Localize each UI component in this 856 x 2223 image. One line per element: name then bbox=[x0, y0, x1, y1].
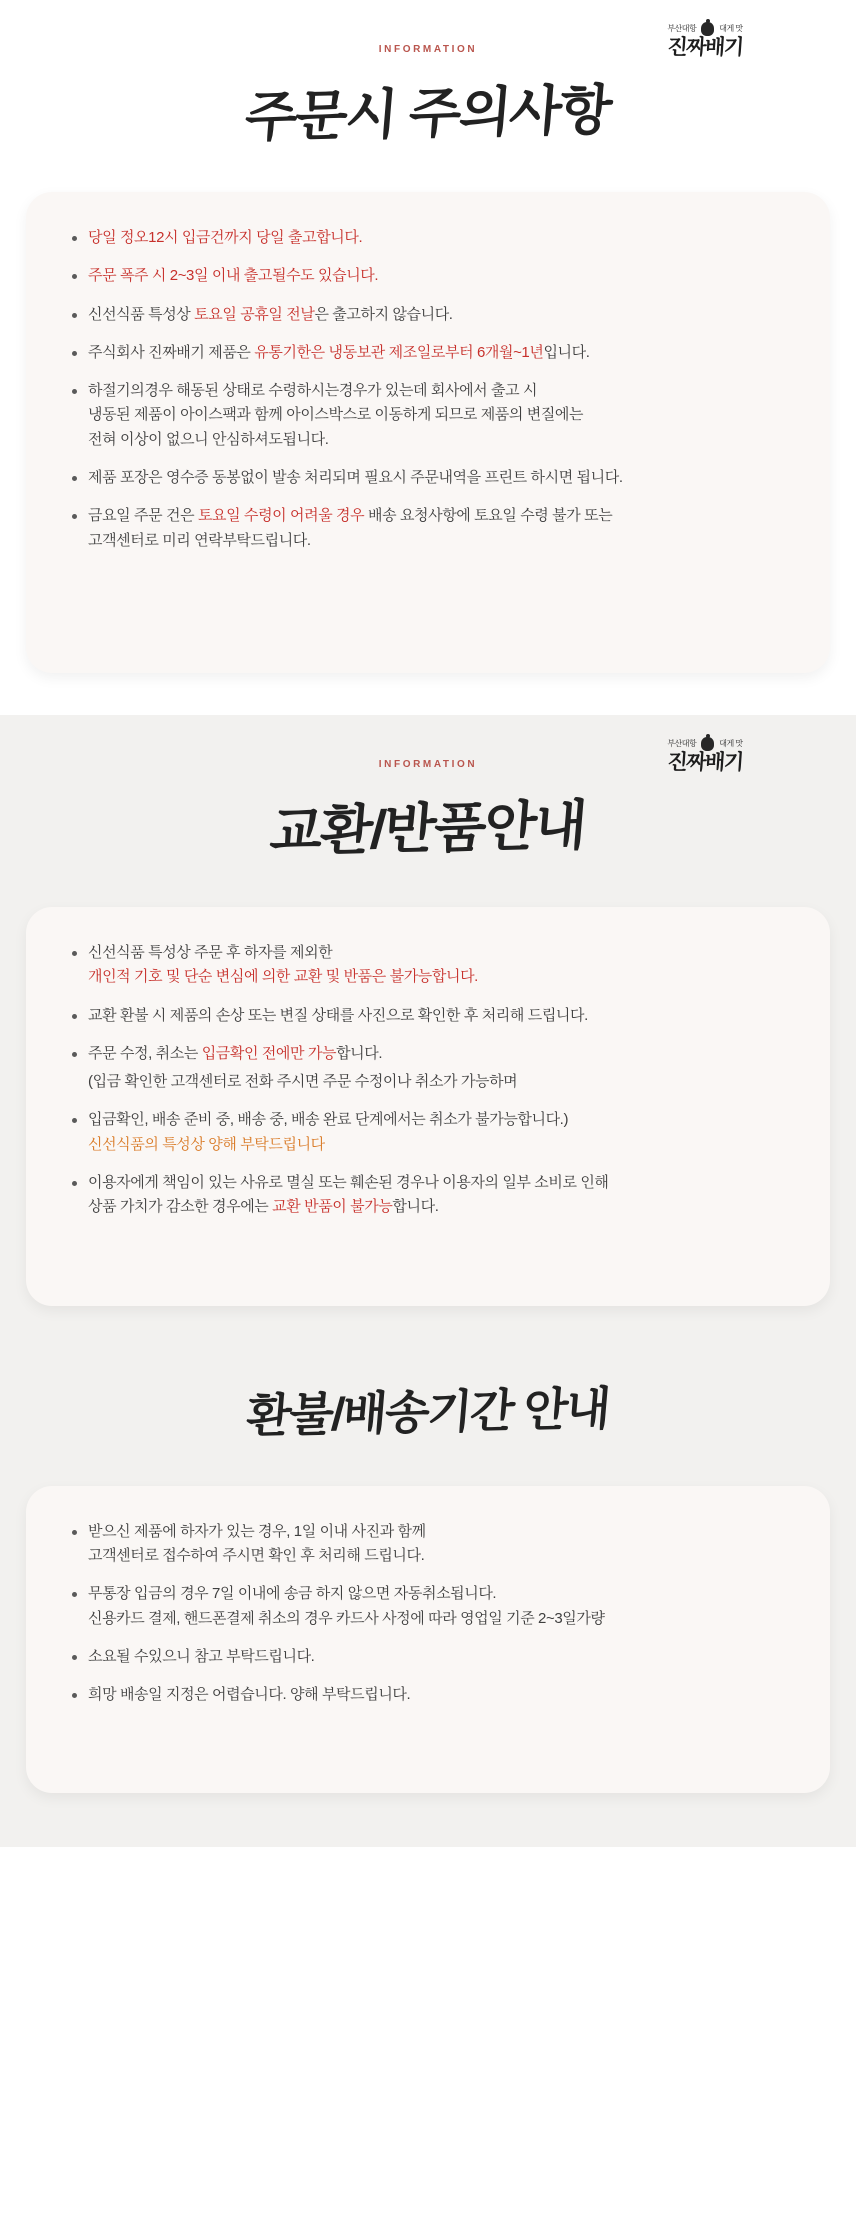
note-text: 입금확인 전에만 가능 bbox=[201, 1044, 337, 1062]
brand-tagline-left: 부산대항 bbox=[667, 24, 697, 33]
brand-name: 진짜배기 bbox=[666, 36, 744, 59]
note-text: 교환 환불 시 제품의 손상 또는 변질 상태를 사진으로 확인한 후 처리해 드립니다. bbox=[88, 1006, 588, 1024]
note-text: 주문 폭주 시 2~3일 이내 출고될수도 있습니다. bbox=[88, 267, 379, 285]
note-text: 입니다. bbox=[543, 343, 590, 361]
note-text: 소요될 수있으니 참고 부탁드립니다. bbox=[88, 1647, 315, 1665]
note-text: 고객센터로 접수하여 주시면 확인 후 처리해 드립니다. bbox=[88, 1546, 425, 1564]
list-item bbox=[66, 1582, 790, 1631]
note-text: 교환 반품이 불가능 bbox=[272, 1198, 393, 1216]
list-item bbox=[66, 303, 790, 327]
list-item bbox=[66, 264, 790, 288]
list-item bbox=[66, 226, 790, 250]
note-text: 무통장 입금의 경우 7일 이내에 송금 하지 않으면 자동취소됩니다. bbox=[88, 1585, 497, 1603]
section2-headline: 교환/반품안내 bbox=[267, 795, 588, 863]
brand-name-2: 진짜배기 bbox=[666, 750, 744, 774]
section1-card bbox=[26, 192, 830, 673]
note-text: 고객센터로 미리 연락부탁드립니다. bbox=[88, 531, 311, 549]
list-item bbox=[66, 1108, 790, 1157]
note-text: 주문 수정, 취소는 bbox=[88, 1044, 202, 1062]
list-item bbox=[66, 1004, 790, 1028]
list-item bbox=[66, 1520, 790, 1569]
note-text: 신선식품 특성상 bbox=[88, 305, 195, 323]
list-item bbox=[66, 1070, 790, 1094]
list-item bbox=[66, 466, 790, 490]
brand-tagline-2 bbox=[640, 737, 770, 751]
note-text: 합니다. bbox=[336, 1044, 383, 1062]
note-text: 개인적 기호 및 단순 변심에 의한 교환 및 반품은 불가능합니다. bbox=[88, 968, 478, 986]
section3-card bbox=[26, 1486, 830, 1794]
note-text: 신용카드 결제, 핸드폰결제 취소의 경우 카드사 사정에 따라 영업일 기준 2~3일가량 bbox=[88, 1609, 605, 1627]
crab-icon bbox=[701, 22, 714, 36]
note-text: 받으신 제품에 하자가 있는 경우, 1일 이내 사진과 함께 bbox=[88, 1522, 426, 1540]
list-item bbox=[66, 341, 790, 365]
note-text: 신선식품 특성상 주문 후 하자를 제외한 bbox=[88, 943, 333, 961]
section2-info-label: INFORMATION bbox=[378, 758, 478, 770]
section-exchange-return bbox=[0, 715, 856, 1847]
note-text: 신선식품의 특성상 양해 부탁드립니다 bbox=[88, 1135, 325, 1153]
note-text: 당일 정오12시 입금건까지 당일 출고합니다. bbox=[88, 229, 363, 246]
note-text: 토요일 공휴일 전날 bbox=[194, 305, 315, 323]
section2-card bbox=[26, 907, 830, 1306]
note-text: 금요일 주문 건은 bbox=[88, 507, 198, 525]
list-item bbox=[66, 941, 790, 990]
section3-headline: 환불/배송기간 안내 bbox=[244, 1381, 611, 1442]
list-item bbox=[66, 1171, 790, 1220]
note-text: 이용자에게 책임이 있는 사유로 멸실 또는 훼손된 경우나 이용자의 일부 소비로 인해 bbox=[88, 1174, 609, 1192]
section3-note-list bbox=[66, 1520, 790, 1708]
list-item bbox=[66, 1645, 790, 1669]
list-item bbox=[66, 379, 790, 452]
note-text: 합니다. bbox=[392, 1198, 439, 1216]
section1-note-list bbox=[66, 226, 790, 553]
note-text: 유통기한은 냉동보관 제조일로부터 6개월~1년 bbox=[254, 343, 544, 361]
note-text: 주식회사 진짜배기 제품은 bbox=[88, 343, 255, 361]
note-text: 은 출고하지 않습니다. bbox=[314, 305, 453, 323]
brand-tagline bbox=[640, 22, 770, 36]
brand-logo bbox=[640, 22, 770, 58]
note-text: 상품 가치가 감소한 경우에는 bbox=[88, 1198, 273, 1216]
note-text: 배송 요청사항에 토요일 수령 불가 또는 bbox=[364, 507, 613, 525]
note-text: 하절기의경우 해동된 상태로 수령하시는경우가 있는데 회사에서 출고 시 bbox=[88, 382, 538, 400]
list-item bbox=[66, 1683, 790, 1707]
note-text: 냉동된 제품이 아이스팩과 함께 아이스박스로 이동하게 되므로 제품의 변질에는 bbox=[88, 406, 584, 424]
crab-icon-2 bbox=[701, 737, 714, 751]
section1-headline: 주문시 주의사항 bbox=[242, 80, 613, 148]
note-text: 전혀 이상이 없으니 안심하셔도됩니다. bbox=[88, 430, 329, 448]
list-item bbox=[66, 504, 790, 553]
note-text: 입금확인, 배송 준비 중, 배송 중, 배송 완료 단계에서는 취소가 불가능합니다.) bbox=[88, 1111, 569, 1129]
section2-note-list bbox=[66, 941, 790, 1220]
brand-tagline-right: 대게 맛 bbox=[719, 24, 743, 33]
note-text: (입금 확인한 고객센터로 전화 주시면 주문 수정이나 취소가 가능하며 bbox=[88, 1073, 518, 1091]
brand-logo-2 bbox=[640, 737, 770, 773]
section-order-notice bbox=[0, 0, 856, 715]
brand-tagline-left-2: 부산대항 bbox=[667, 738, 697, 748]
brand-tagline-right-2: 대게 맛 bbox=[719, 738, 743, 748]
note-text: 희망 배송일 지정은 어렵습니다. 양해 부탁드립니다. bbox=[88, 1686, 411, 1704]
note-text: 토요일 수령이 어려울 경우 bbox=[197, 507, 365, 525]
note-text: 제품 포장은 영수증 동봉없이 발송 처리되며 필요시 주문내역을 프린트 하시면 됩니다. bbox=[88, 469, 623, 487]
section1-info-label: INFORMATION bbox=[378, 44, 478, 55]
list-item bbox=[66, 1042, 790, 1066]
